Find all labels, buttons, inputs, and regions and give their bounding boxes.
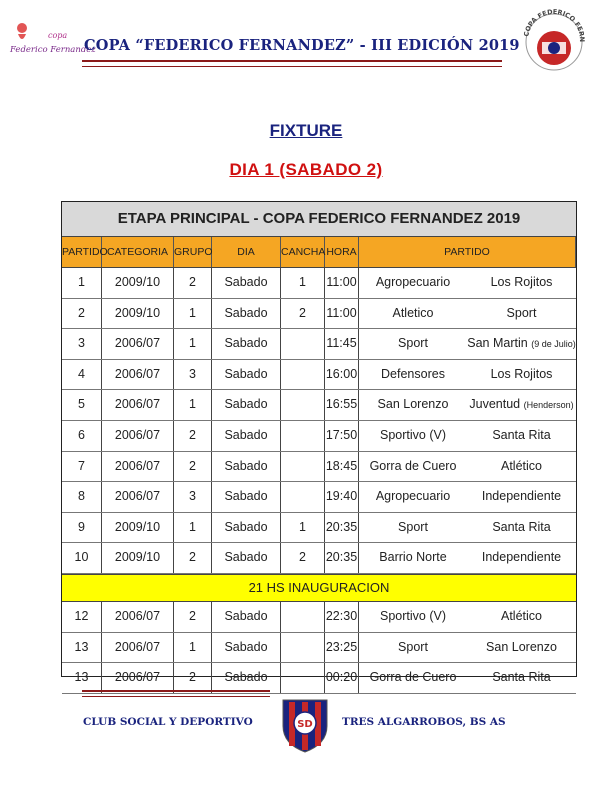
court — [281, 360, 325, 390]
table-row — [62, 543, 576, 574]
day: Sabado — [212, 452, 281, 482]
away-team-note: (9 de Julio) — [531, 339, 576, 350]
day: Sabado — [212, 602, 281, 632]
fixture-table — [61, 201, 577, 685]
group: 1 — [174, 513, 212, 543]
away-team: San Lorenzo — [486, 639, 557, 654]
time: 23:25 — [325, 633, 359, 663]
match-number: 6 — [62, 421, 102, 451]
time: 20:35 — [325, 513, 359, 543]
court — [281, 633, 325, 663]
away-team: Independiente — [481, 489, 562, 504]
court — [281, 663, 325, 693]
court: 1 — [281, 268, 325, 298]
match-number: 8 — [62, 482, 102, 512]
category: 2006/07 — [102, 663, 174, 693]
club-shield-icon — [279, 696, 331, 754]
table-row — [62, 513, 576, 544]
day: Sabado — [212, 390, 281, 420]
time: 11:45 — [325, 329, 359, 359]
logo-left-text: Federico Fernandez — [10, 45, 96, 55]
col-dia: DIA — [212, 237, 281, 267]
day: Sabado — [212, 360, 281, 390]
court — [281, 602, 325, 632]
match-number: 2 — [62, 299, 102, 329]
time: 22:30 — [325, 602, 359, 632]
footer-divider — [82, 690, 270, 697]
group: 2 — [174, 421, 212, 451]
table-row — [62, 299, 576, 330]
category: 2009/10 — [102, 513, 174, 543]
table-row — [62, 602, 576, 633]
away-team: San Martin (9 de Julio) — [467, 336, 576, 351]
copa-logo-right — [518, 6, 590, 72]
court — [281, 421, 325, 451]
home-team: Gorra de Cuero — [369, 670, 457, 685]
court — [281, 390, 325, 420]
court — [281, 329, 325, 359]
logo-right-text: COPA FEDERICO FERN — [522, 7, 587, 43]
category: 2006/07 — [102, 421, 174, 451]
table-row — [62, 390, 576, 421]
rows-group-b — [62, 602, 576, 694]
home-team: Sportivo (V) — [380, 427, 446, 442]
day: Sabado — [212, 633, 281, 663]
table-title: ETAPA PRINCIPAL - COPA FEDERICO FERNANDEZ 2019 — [62, 202, 576, 237]
footer-location: TRES ALGARROBOS, BS AS — [342, 716, 506, 728]
time: 11:00 — [325, 299, 359, 329]
table-header-row — [62, 237, 576, 268]
category: 2006/07 — [102, 482, 174, 512]
match-number: 10 — [62, 543, 102, 573]
away-team: Atlético — [501, 458, 542, 473]
time: 11:00 — [325, 268, 359, 298]
match-number: 5 — [62, 390, 102, 420]
day: Sabado — [212, 663, 281, 693]
group: 1 — [174, 299, 212, 329]
time: 20:35 — [325, 543, 359, 573]
table-row — [62, 360, 576, 391]
table-row — [62, 633, 576, 664]
match-number: 12 — [62, 602, 102, 632]
home-team: Atletico — [392, 305, 434, 320]
home-team: Sport — [398, 639, 428, 654]
home-team: Agropecuario — [375, 275, 451, 289]
logo-left-small: copa — [48, 31, 68, 40]
time: 16:00 — [325, 360, 359, 390]
home-team: Barrio Norte — [379, 550, 447, 565]
group: 2 — [174, 663, 212, 693]
fixture-heading: FIXTURE — [269, 121, 343, 140]
group: 1 — [174, 390, 212, 420]
day: Sabado — [212, 513, 281, 543]
group: 3 — [174, 360, 212, 390]
home-team: Sport — [398, 336, 428, 351]
group: 1 — [174, 633, 212, 663]
page-title: COPA “FEDERICO FERNANDEZ” - III EDICIÓN 2019 — [84, 37, 520, 54]
away-team: Santa Rita — [492, 670, 551, 685]
match-number: 7 — [62, 452, 102, 482]
table-row — [62, 452, 576, 483]
away-team: Santa Rita — [492, 427, 551, 442]
time: 00:20 — [325, 663, 359, 693]
time: 17:50 — [325, 421, 359, 451]
away-team: Sport — [506, 305, 537, 320]
col-cancha: CANCHA — [281, 237, 325, 267]
away-team: Atlético — [501, 608, 542, 623]
group: 1 — [174, 329, 212, 359]
category: 2006/07 — [102, 452, 174, 482]
match-number: 3 — [62, 329, 102, 359]
home-team: Sport — [398, 519, 428, 534]
home-team: Gorra de Cuero — [369, 458, 457, 473]
time: 19:40 — [325, 482, 359, 512]
category: 2006/07 — [102, 633, 174, 663]
header-divider — [82, 60, 502, 67]
table-row — [62, 482, 576, 513]
home-team: Defensores — [381, 366, 445, 381]
home-team: Sportivo (V) — [380, 608, 446, 623]
time: 16:55 — [325, 390, 359, 420]
court: 2 — [281, 299, 325, 329]
away-team-note: (Henderson) — [523, 400, 574, 411]
col-partido-num: PARTIDO — [62, 237, 102, 267]
shield-letters: SD — [297, 719, 313, 730]
day: Sabado — [212, 543, 281, 573]
match-number: 13 — [62, 633, 102, 663]
table-row — [62, 268, 576, 299]
match-number: 9 — [62, 513, 102, 543]
col-hora: HORA — [325, 237, 359, 267]
match-number: 1 — [62, 268, 102, 298]
match-number: 4 — [62, 360, 102, 390]
away-team: Santa Rita — [492, 519, 551, 534]
away-team: Juventud (Henderson) — [469, 397, 574, 412]
day: Sabado — [212, 299, 281, 329]
group: 2 — [174, 268, 212, 298]
day: Sabado — [212, 329, 281, 359]
group: 2 — [174, 602, 212, 632]
col-grupo: GRUPO — [174, 237, 212, 267]
rows-group-a — [62, 268, 576, 574]
away-team: Los Rojitos — [490, 275, 553, 289]
court — [281, 482, 325, 512]
day: Sabado — [212, 268, 281, 298]
category: 2009/10 — [102, 543, 174, 573]
away-team: Independiente — [481, 550, 562, 565]
col-categoria: CATEGORIA — [102, 237, 174, 267]
category: 2009/10 — [102, 268, 174, 298]
court — [281, 452, 325, 482]
home-team: Agropecuario — [375, 489, 451, 504]
group: 2 — [174, 543, 212, 573]
inauguration-banner: 21 HS INAUGURACION — [62, 574, 576, 602]
category: 2006/07 — [102, 602, 174, 632]
court: 1 — [281, 513, 325, 543]
footer-club-name: CLUB SOCIAL Y DEPORTIVO — [83, 716, 253, 728]
day: Sabado — [212, 482, 281, 512]
category: 2006/07 — [102, 390, 174, 420]
category: 2006/07 — [102, 329, 174, 359]
day-heading: DIA 1 (SABADO 2) — [229, 160, 383, 179]
table-row — [62, 421, 576, 452]
col-partido-match: PARTIDO — [359, 237, 576, 267]
copa-logo-left — [8, 14, 96, 64]
category: 2006/07 — [102, 360, 174, 390]
day: Sabado — [212, 421, 281, 451]
group: 2 — [174, 452, 212, 482]
match-number: 13 — [62, 663, 102, 693]
time: 18:45 — [325, 452, 359, 482]
table-row — [62, 329, 576, 360]
home-team: San Lorenzo — [377, 397, 449, 412]
group: 3 — [174, 482, 212, 512]
away-team: Los Rojitos — [490, 366, 553, 381]
category: 2009/10 — [102, 299, 174, 329]
court: 2 — [281, 543, 325, 573]
